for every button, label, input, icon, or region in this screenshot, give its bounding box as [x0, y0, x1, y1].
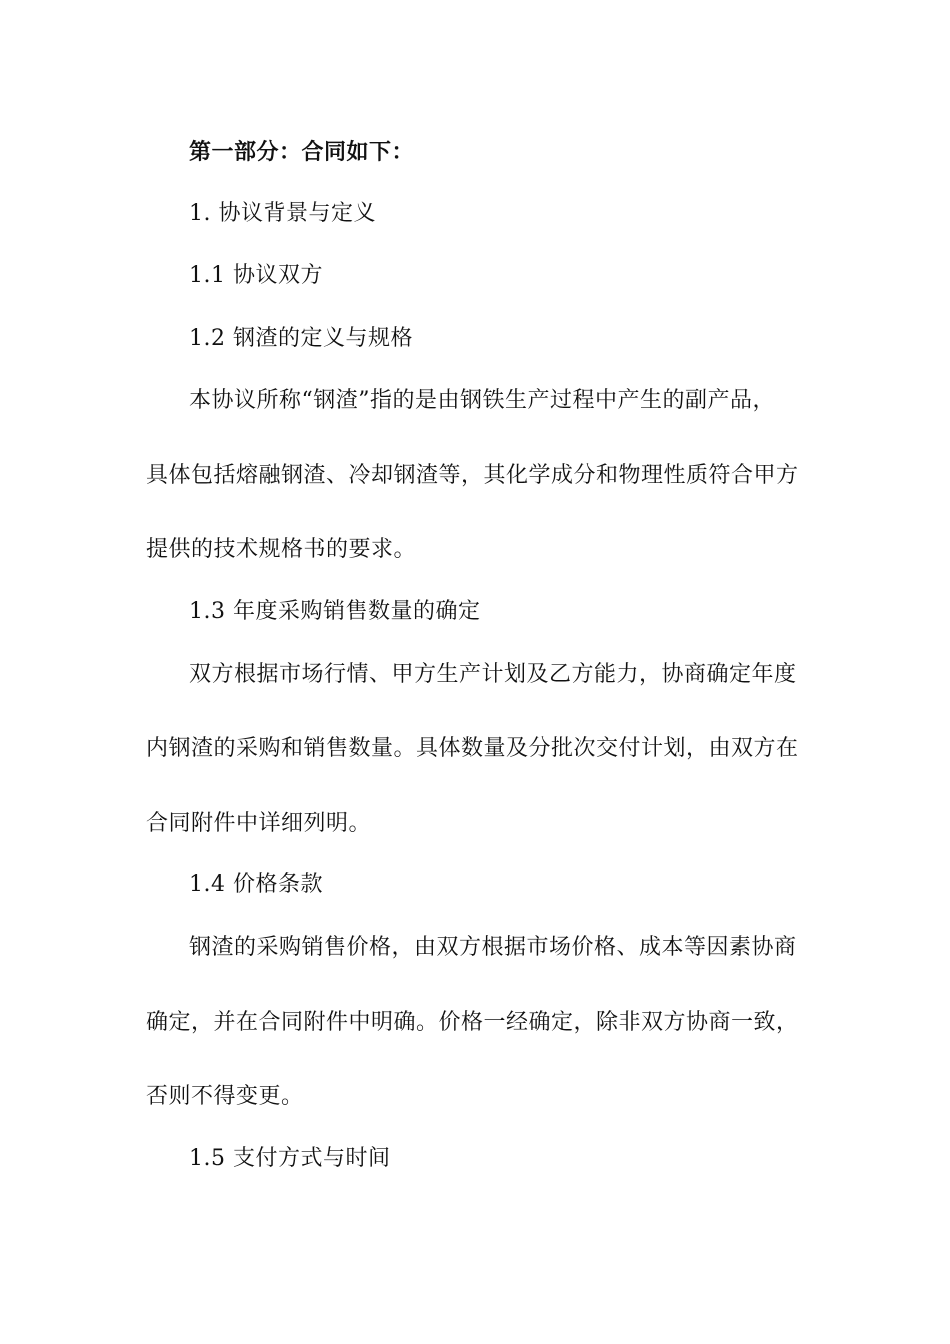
section-1-title: 1. 协议背景与定义	[189, 201, 376, 226]
part-heading: 第一部分：合同如下：	[189, 140, 415, 165]
section-1-1-title: 1.1 协议双方	[189, 263, 323, 288]
paragraph-line: 具体包括熔融钢渣、冷却钢渣等，其化学成分和物理性质符合甲方	[146, 463, 799, 488]
section-1-4-title: 1.4 价格条款	[189, 872, 323, 897]
paragraph-line: 钢渣的采购销售价格，由双方根据市场价格、成本等因素协商	[189, 935, 797, 960]
paragraph-line: 确定，并在合同附件中明确。价格一经确定，除非双方协商一致，	[146, 1010, 799, 1035]
paragraph-line: 双方根据市场行情、甲方生产计划及乙方能力，协商确定年度	[189, 662, 797, 687]
section-1-5-title: 1.5 支付方式与时间	[189, 1146, 391, 1171]
paragraph-line: 否则不得变更。	[146, 1084, 304, 1109]
section-1-3-title: 1.3 年度采购销售数量的确定	[189, 599, 481, 624]
paragraph-line: 内钢渣的采购和销售数量。具体数量及分批次交付计划，由双方在	[146, 736, 799, 761]
paragraph-line: 本协议所称“钢渣”指的是由钢铁生产过程中产生的副产品，	[189, 388, 775, 413]
paragraph-line: 合同附件中详细列明。	[146, 811, 372, 836]
section-1-2-title: 1.2 钢渣的定义与规格	[189, 326, 413, 351]
paragraph-line: 提供的技术规格书的要求。	[146, 537, 417, 562]
